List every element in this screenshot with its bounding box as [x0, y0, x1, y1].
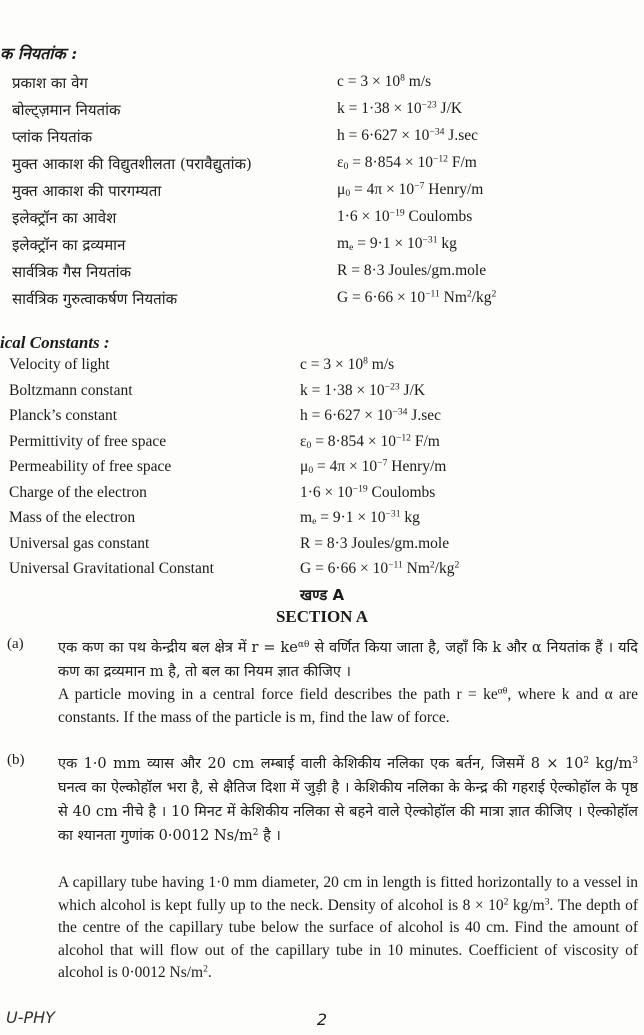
- hindi-constant-row: [0, 289, 644, 316]
- english-constant-row: [0, 458, 644, 484]
- constant-name: इलेक्ट्रॉन का आवेश: [12, 209, 117, 227]
- hindi-constant-row: [0, 100, 644, 127]
- hindi-constant-row: [0, 73, 644, 100]
- constant-name: मुक्त आकाश की विद्युतशीलता (परावैद्युतांक): [12, 155, 252, 173]
- constant-value: $\varepsilon_0 = 8\cdot 854 \times 10^{-12}$ F/m: [300, 432, 440, 451]
- english-constant-row: [0, 407, 644, 433]
- constant-value: $c = 3 \times 10^8$ m/s: [300, 355, 395, 373]
- english-constant-row: [0, 433, 644, 459]
- english-constant-row: [0, 356, 644, 382]
- constant-name: Universal Gravitational Constant: [9, 560, 214, 577]
- hindi-constants-list: [0, 73, 644, 316]
- question-label: (a): [7, 636, 24, 652]
- page-number: 2: [316, 1010, 328, 1029]
- constant-name: सार्वत्रिक गैस नियतांक: [12, 263, 132, 281]
- constant-name: प्लांक नियतांक: [12, 128, 93, 146]
- hindi-constants-heading: क नियतांक :: [0, 44, 78, 63]
- question-label: (b): [7, 752, 25, 768]
- hindi-constant-row: [0, 154, 644, 181]
- question-text-english: A particle moving in a central force field describes the path $r = ke^{\alpha\theta}$, where k and α are constants. If the mass of the particle is m, find the law of force.: [58, 685, 638, 726]
- constant-name: Boltzmann constant: [9, 381, 133, 399]
- constant-value: $1\cdot 6 \times 10^{-19}$ Coulombs: [337, 207, 473, 225]
- constant-value: $m_e = 9\cdot 1 \times 10^{-31}$ kg: [300, 508, 420, 527]
- english-constant-row: [0, 484, 644, 510]
- hindi-constant-row: [0, 262, 644, 289]
- constant-value: $\varepsilon_0 = 8\cdot 854 \times 10^{-12}$ F/m: [337, 153, 477, 172]
- constant-name: बोल्ट्ज़मान नियतांक: [12, 101, 121, 119]
- english-constant-row: [0, 509, 644, 535]
- constant-value: $\mu_0 = 4\pi \times 10^{-7}$ Henry/m: [300, 457, 447, 476]
- constant-value: $G = 6\cdot 66 \times 10^{-11}$ $Nm^2/kg^2$: [337, 288, 497, 306]
- constant-name: सार्वत्रिक गुरुत्वाकर्षण नियतांक: [12, 290, 178, 308]
- paper-code: U-PHY: [6, 1008, 55, 1027]
- hindi-constant-row: [0, 208, 644, 235]
- question-text-hindi: एक कण का पथ केन्द्रीय बल क्षेत्र में $r = ke^{\alpha\theta}$ से वर्णित किया जाता है, जहाँ कि k और α नियतांक हैं । यदि कण का द्रव्यमान m है, तो बल का नियम ज्ञात कीजिए ।: [58, 640, 638, 680]
- english-constant-row: [0, 535, 644, 561]
- constant-value: $h = 6\cdot 627 \times 10^{-34}$ J.sec: [300, 406, 441, 424]
- english-constants-list: [0, 356, 644, 586]
- constant-name: Mass of the electron: [9, 509, 136, 526]
- section-title: SECTION A: [275, 607, 369, 626]
- constant-value: $\mu_0 = 4\pi \times 10^{-7}$ Henry/m: [337, 180, 484, 199]
- hindi-constant-row: [0, 235, 644, 262]
- constant-name: Planck’s constant: [9, 407, 118, 424]
- constant-name: प्रकाश का वेग: [12, 74, 88, 92]
- hindi-constant-row: [0, 181, 644, 208]
- constant-name: इलेक्ट्रॉन का द्रव्यमान: [12, 236, 126, 254]
- constant-name: Velocity of light: [9, 356, 110, 373]
- english-constant-row: [0, 382, 644, 408]
- section-title-hindi: खण्ड A: [299, 586, 345, 604]
- constant-value: $h = 6\cdot 627 \times 10^{-34}$ J.sec: [337, 126, 478, 144]
- english-constants-heading: ical Constants :: [0, 333, 110, 352]
- question-text-english: A capillary tube having 1·0 mm diameter, 20 cm in length is fitted horizontally to a vessel in which alcohol is kept fully up to the neck. Density of alcohol is $8 \times 10^2$ $kg/m^3$. The depth of the centre of the capillary tube below the surface of alcohol is 40 cm. Find the amount of alcohol that will flow out of the capillary tube in 10 minutes. Coefficient of viscosity of alcohol is 0·0012 $Ns/m^2$.: [58, 874, 638, 981]
- constant-name: मुक्त आकाश की पारगम्यता: [12, 182, 162, 200]
- question-text-hindi: एक 1·0 mm व्यास और 20 cm लम्बाई वाली केशिकीय नलिका एक बर्तन, जिसमें $8 \times 10^2$ $kg/m^3$ घनत्व का ऐल्कोहॉल भरा है, से क्षैतिज दिशा में जुड़ी है । केशिकीय नलिका के केन्द्र की गहराई ऐल्कोहॉल के पृष्ठ से 40 cm नीचे है । 10 मिनट में केशिकीय नलिका से बहने वाले ऐल्कोहॉल की मात्रा ज्ञात कीजिए । ऐल्कोहॉल का श्यानता गुणांक 0·0012 $Ns/m^2$ है ।: [58, 756, 638, 844]
- constant-name: Charge of the electron: [9, 483, 147, 501]
- constant-value: $k = 1\cdot 38 \times 10^{-23}$ J/K: [337, 99, 463, 117]
- constant-value: $k = 1\cdot 38 \times 10^{-23}$ J/K: [300, 381, 426, 399]
- constant-value: $1\cdot 6 \times 10^{-19}$ Coulombs: [300, 483, 436, 501]
- constant-value: $G = 6\cdot 66 \times 10^{-11}$ $Nm^2/kg^2$: [300, 559, 460, 577]
- english-constant-row: [0, 560, 644, 586]
- constant-name: Permeability of free space: [9, 458, 172, 475]
- constant-value: $c = 3 \times 10^8$ m/s: [337, 72, 432, 90]
- hindi-constant-row: [0, 127, 644, 154]
- constant-value: $m_e = 9\cdot 1 \times 10^{-31}$ kg: [337, 234, 457, 253]
- constant-name: Universal gas constant: [9, 534, 150, 552]
- constant-name: Permittivity of free space: [9, 432, 167, 450]
- constant-value: R = 8·3 Joules/gm.mole: [300, 534, 450, 552]
- constant-value: R = 8·3 Joules/gm.mole: [337, 262, 487, 279]
